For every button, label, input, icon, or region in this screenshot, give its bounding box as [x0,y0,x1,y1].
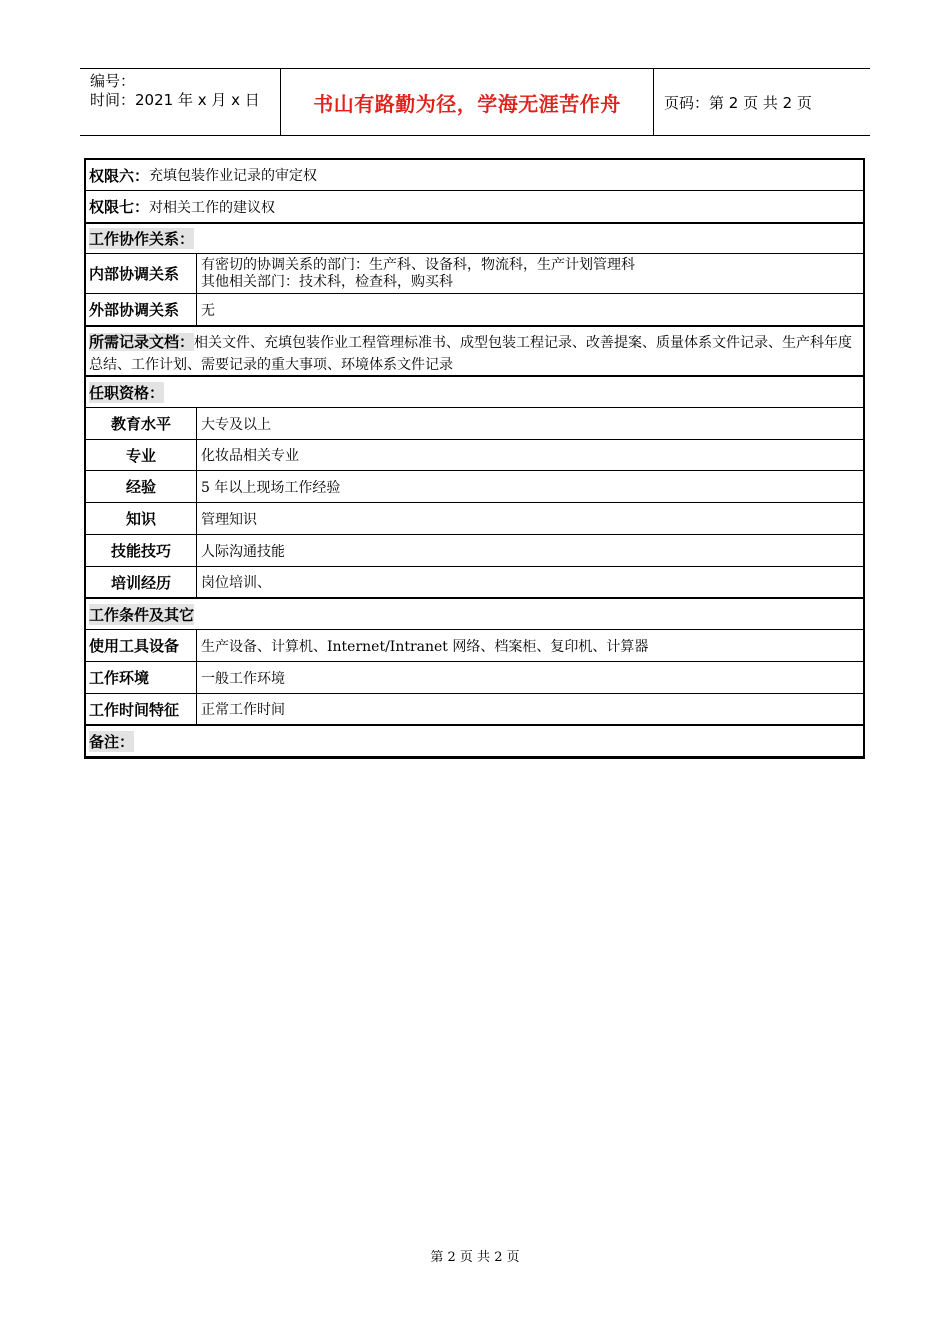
knowledge-label: 知识 [86,503,197,534]
tools-row [86,630,863,662]
header-meta [80,69,281,135]
required-documents-text: 相关文件、充填包装作业工程管理标准书、成型包装工程记录、改善提案、质量体系文件记录、生产科年度总结、工作计划、需要记录的重大事项、环境体系文件记录 [89,335,853,373]
major-value: 化妆品相关专业 [201,448,299,464]
work-time-row [86,694,863,726]
training-label: 培训经历 [86,567,197,597]
notes-row [86,726,863,758]
education-value: 大专及以上 [201,416,271,433]
skills-row [86,535,863,567]
required-documents-cell [86,327,863,375]
tools-label: 使用工具设备 [86,630,197,661]
page-footer: 第 2 页 共 2 页 [430,1250,520,1265]
time-label: 时间：2021 年 x 月 x 日 [90,91,260,109]
internal-coordination-value [197,254,863,293]
cooperation-heading: 工作协作关系： [89,230,195,248]
conditions-heading: 工作条件及其它 [89,605,195,624]
number-label: 编号： [90,72,136,90]
internal-coordination-line-1: 有密切的协调关系的部门：生产科、设备科，物流科，生产计划管理科 [201,256,635,273]
major-row [86,440,863,471]
required-documents-row [86,327,863,377]
header-motto: 书山有路勤为径，学海无涯苦作舟 [281,69,654,135]
internal-coordination-line-2: 其他相关部门：技术科，检查科，购买科 [201,273,453,290]
qualification-heading-row [86,377,863,408]
notes-label: 备注： [89,732,135,751]
header-page-info: 页码：第 2 页 共 2 页 [664,93,812,112]
education-row [86,408,863,440]
environment-row [86,662,863,694]
skills-label: 技能技巧 [86,535,197,566]
work-time-value: 正常工作时间 [201,702,285,718]
qualification-heading: 任职资格： [89,383,165,402]
skills-value: 人际沟通技能 [201,543,285,560]
knowledge-row [86,503,863,535]
permission-6-label: 权限六： [89,166,150,185]
permission-7-label: 权限七： [89,198,150,216]
education-label: 教育水平 [86,408,197,439]
training-row [86,567,863,599]
experience-value: 5 年以上现场工作经验 [201,479,341,496]
internal-coordination-label: 内部协调关系 [86,254,197,293]
experience-row [86,471,863,503]
external-coordination-row [86,294,863,327]
environment-label: 工作环境 [86,662,197,693]
knowledge-value: 管理知识 [201,511,257,528]
permission-6-text: 充填包装作业记录的审定权 [149,168,318,184]
permission-7-text: 对相关工作的建议权 [149,199,276,216]
job-description-table [84,158,865,759]
work-time-label: 工作时间特征 [86,694,197,724]
document-header [80,68,870,136]
permission-6-row [86,160,863,191]
required-documents-label: 所需记录文档： [89,333,195,351]
permission-7-row [86,191,863,224]
external-coordination-label: 外部协调关系 [86,294,197,325]
internal-coordination-row [86,254,863,294]
environment-value: 一般工作环境 [201,670,285,687]
training-value: 岗位培训、 [201,575,271,591]
major-label: 专业 [86,440,197,470]
cooperation-heading-row [86,224,863,254]
conditions-heading-row [86,599,863,630]
external-coordination-value: 无 [201,302,215,319]
tools-value: 生产设备、计算机、Internet/Intranet 网络、档案柜、复印机、计算器 [201,638,649,655]
experience-label: 经验 [86,471,197,502]
